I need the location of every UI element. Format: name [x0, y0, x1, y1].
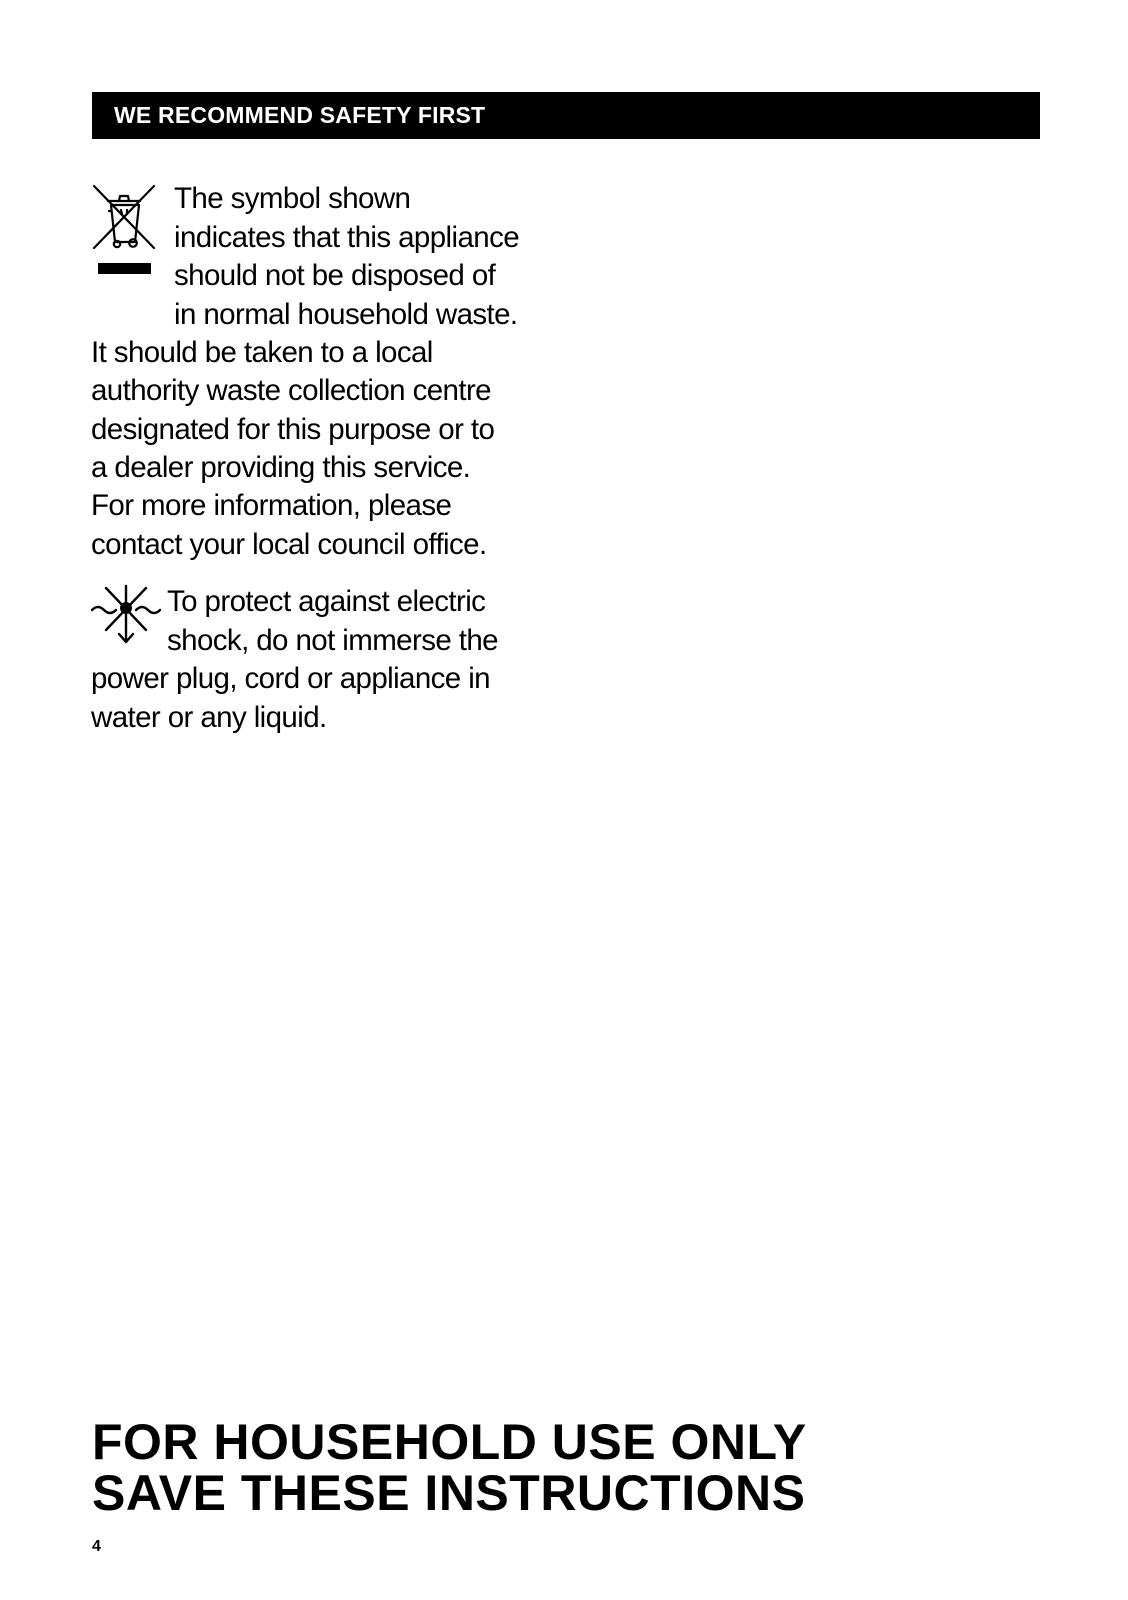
section-header-title: WE RECOMMEND SAFETY FIRST — [114, 102, 486, 128]
weee-line-1: The symbol shown — [174, 182, 411, 215]
do-not-immerse-icon — [90, 584, 162, 654]
immersion-line-4: water or any liquid. — [91, 701, 327, 734]
immersion-line-2: shock, do not immerse the — [167, 624, 498, 657]
immersion-line-1: To protect against electric — [167, 585, 486, 618]
weee-line-9: For more information, please — [91, 489, 452, 522]
save-instructions-heading: SAVE THESE INSTRUCTIONS — [92, 1465, 806, 1521]
weee-line-5: It should be taken to a local — [91, 336, 433, 369]
weee-line-6: authority waste collection centre — [91, 374, 491, 407]
crossed-out-wheelie-bin-icon — [92, 184, 158, 280]
weee-line-2: indicates that this appliance — [174, 221, 520, 254]
immersion-line-3: power plug, cord or appliance in — [91, 662, 490, 695]
weee-line-3: should not be disposed of — [174, 259, 496, 292]
weee-line-10: contact your local council office. — [91, 528, 487, 561]
section-header-bar — [92, 92, 1040, 139]
weee-line-8: a dealer providing this service. — [91, 451, 471, 484]
weee-line-4: in normal household waste. — [174, 298, 518, 331]
page-number: 4 — [92, 1538, 101, 1555]
weee-line-7: designated for this purpose or to — [91, 413, 495, 446]
household-use-heading: FOR HOUSEHOLD USE ONLY — [92, 1414, 807, 1470]
